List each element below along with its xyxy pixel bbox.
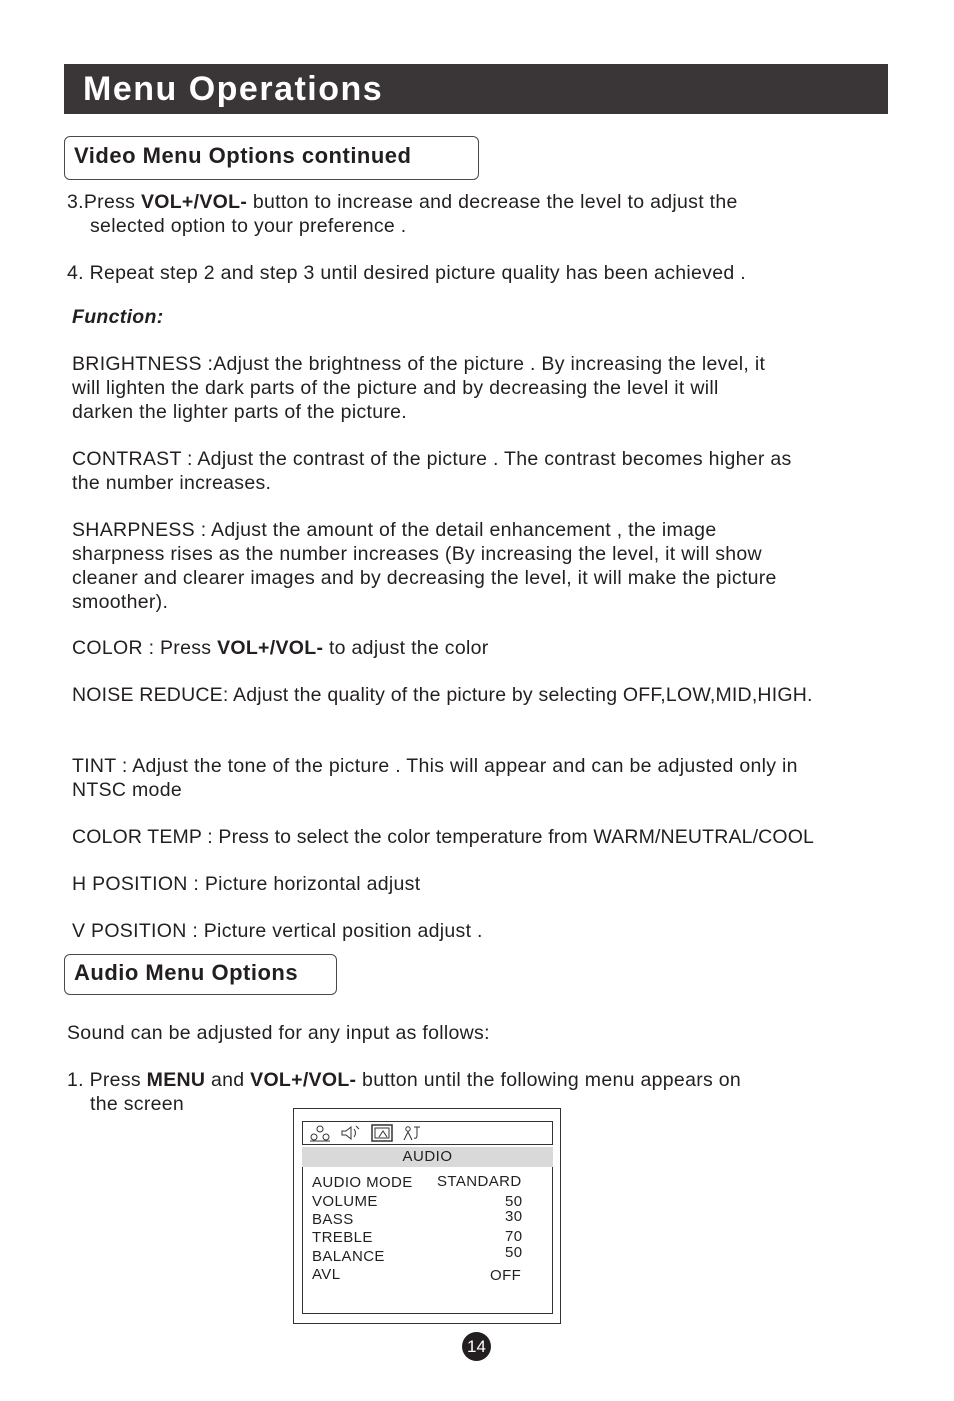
osd-item-label: AUDIO MODE [312,1174,413,1191]
v-position-line: V POSITION : Picture vertical position adjust . [72,920,483,942]
osd-item-label: TREBLE [312,1229,373,1246]
video-section-title: Video Menu Options continued [74,143,412,168]
vol-key-label: VOL+/VOL- [250,1069,357,1091]
color-line: COLOR : Press VOL+/VOL- to adjust the color [72,637,489,659]
brightness-line: BRIGHTNESS :Adjust the brightness of the picture . By increasing the level, it [72,353,766,375]
settings-icon [401,1124,423,1142]
sharpness-line: smoother). [72,591,169,613]
osd-item-value: OFF [490,1267,522,1284]
step3-line1: 3.Press VOL+/VOL- button to increase and decrease the level to adjust the [67,191,738,213]
h-position-line: H POSITION : Picture horizontal adjust [72,873,421,895]
osd-item-value: 50 [505,1193,523,1210]
osd-icon-bar [302,1121,553,1145]
sharpness-line: sharpness rises as the number increases (By increasing the level, it will show [72,543,762,565]
noise-reduce-line: NOISE REDUCE: Adjust the quality of the picture by selecting OFF,LOW,MID,HIGH. [72,684,813,706]
step3-line2: selected option to your preference . [90,215,407,237]
brightness-line: darken the lighter parts of the picture. [72,401,408,423]
vol-key-label: VOL+/VOL- [140,191,248,213]
audio-intro: Sound can be adjusted for any input as follows: [67,1022,490,1044]
audio-section-box [64,954,337,995]
osd-item-value: 70 [505,1228,523,1245]
contrast-line: CONTRAST : Adjust the contrast of the picture . The contrast becomes higher as [72,448,792,470]
tint-line: TINT : Adjust the tone of the picture . This will appear and can be adjusted only in [72,755,798,777]
audio-section-title: Audio Menu Options [74,960,299,985]
osd-item-value: 30 [505,1208,523,1225]
osd-title: AUDIO [402,1148,453,1165]
header-bar [64,64,888,114]
osd-item-label: VOLUME [312,1193,378,1210]
audio-step1-line1: 1. Press MENU and VOL+/VOL- button until the following menu appears on [67,1069,742,1091]
menu-key-label: MENU [146,1069,206,1091]
audio-step1-line2: the screen [90,1093,185,1115]
osd-item-label: BALANCE [312,1248,385,1265]
osd-item-value: 50 [505,1244,523,1261]
speaker-icon [339,1124,361,1142]
screen-icon [371,1124,393,1142]
osd-item-value: STANDARD [437,1173,522,1190]
function-heading: Function: [72,306,164,328]
sharpness-line: cleaner and clearer images and by decreasing the level, it will make the picture [72,567,777,589]
video-section-box [64,136,479,180]
brightness-line: will lighten the dark parts of the picture and by decreasing the level it will [72,377,719,399]
step4: 4. Repeat step 2 and step 3 until desired picture quality has been achieved . [67,262,746,284]
tint-line: NTSC mode [72,779,182,801]
page-number-badge: 14 [462,1332,491,1361]
contrast-line: the number increases. [72,472,272,494]
picture-icon [309,1124,331,1142]
osd-title-bar [302,1147,553,1167]
osd-item-label: AVL [312,1266,341,1283]
sharpness-line: SHARPNESS : Adjust the amount of the detail enhancement , the image [72,519,717,541]
color-temp-line: COLOR TEMP : Press to select the color temperature from WARM/NEUTRAL/COOL [72,826,815,848]
page-title: Menu Operations [83,70,384,108]
osd-item-label: BASS [312,1211,354,1228]
